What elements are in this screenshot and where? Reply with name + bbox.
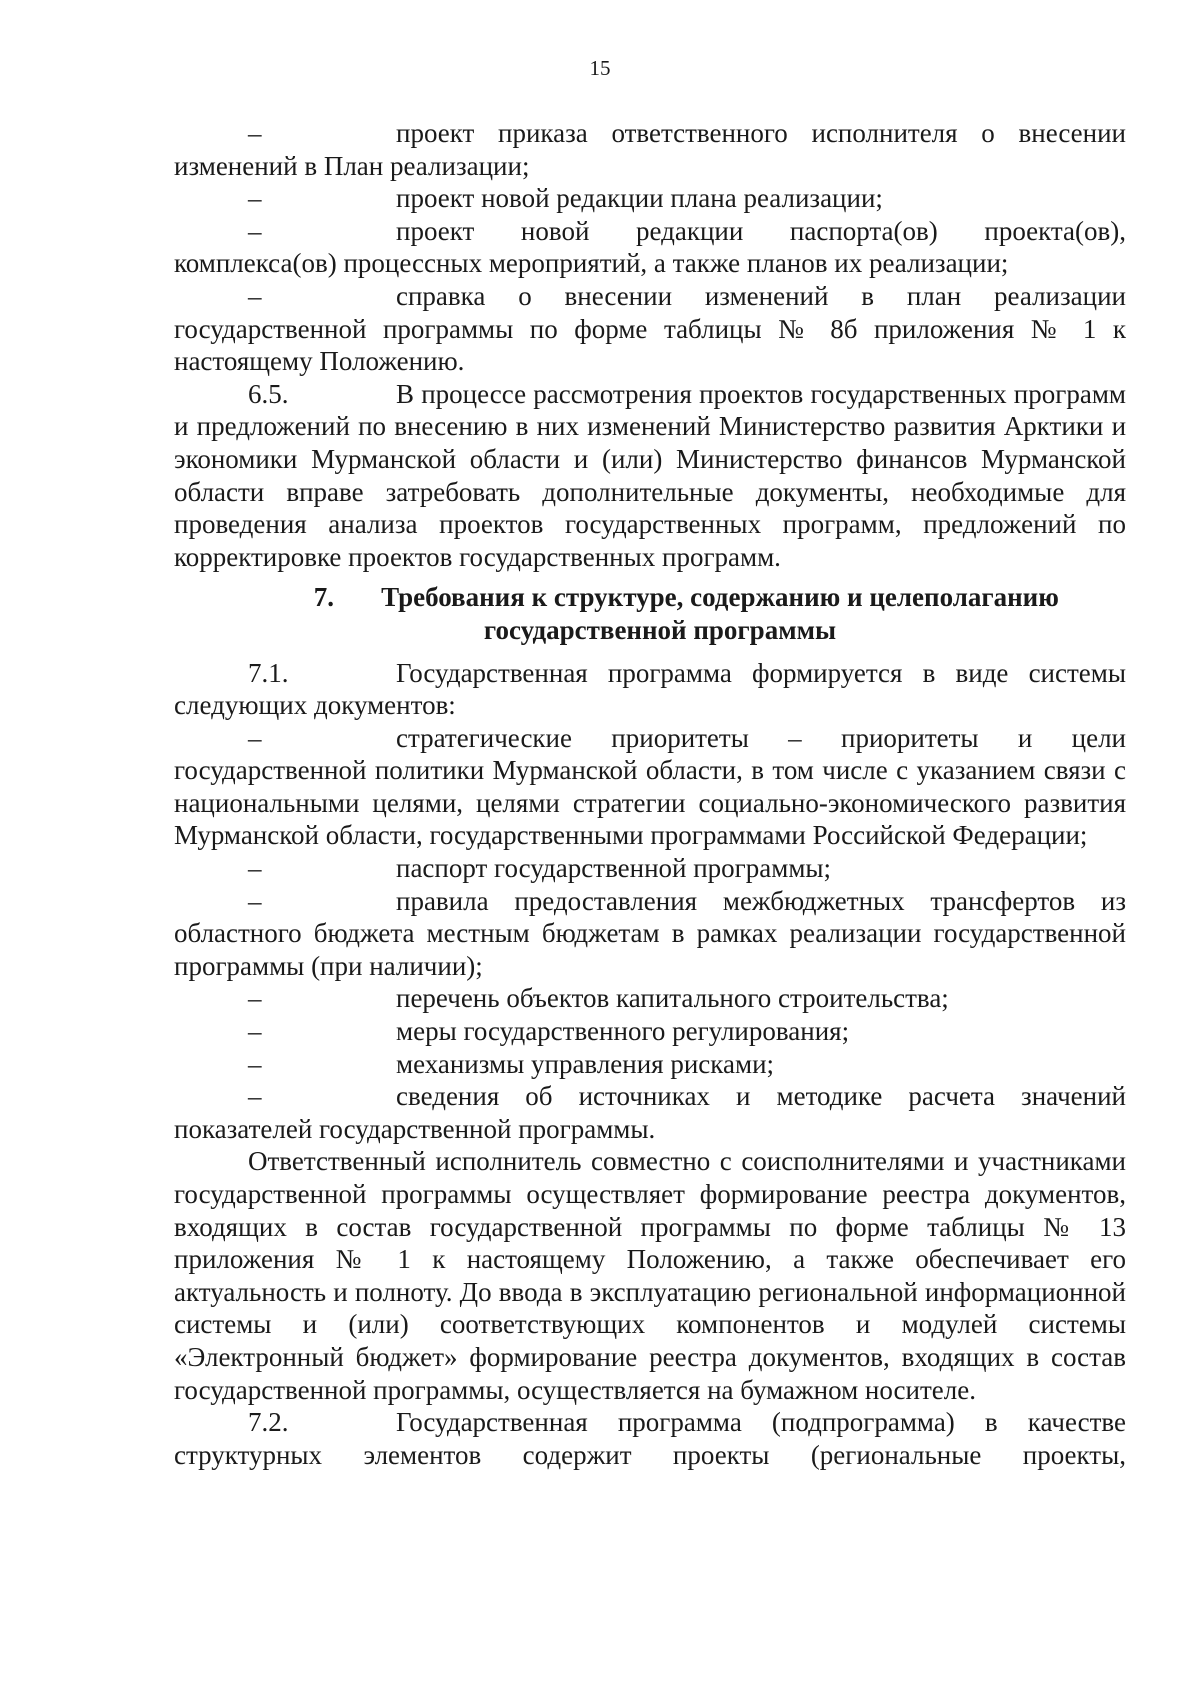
list-item-text-line1: механизмы управления рисками; [396,1048,775,1079]
list-item-text-line1: меры государственного регулирования; [396,1016,850,1047]
list-item-marker: – [248,853,262,884]
page-number: 15 [589,56,611,80]
list-item-text-line1: проект новой редакции паспорта(ов) проекта(ов), комплекса(ов) [174,215,1126,279]
list-item-marker: – [248,280,262,311]
list-item-text-line1: стратегические приоритеты – приоритеты и цели [396,722,1126,753]
list-item-text-line1: проект приказа ответственного исполнителя о внесении [396,118,1126,148]
list-item-text-line1: правила предоставления межбюджетных трансфертов из [396,885,1126,916]
paragraph-text-rest: предложений по внесению в них изменений Министерство развития Арктики и экономики Мурманской области и (или) Министерство финансов Мурманской области вправе затребовать дополнительные документы, необходимые для проведения анализа проектов государственных программ, предложений по корректировке проектов государственных программ. [174,411,1127,572]
list-item [174,852,1126,885]
numbered-paragraph [174,378,1126,574]
list-item-marker: – [248,885,262,916]
paragraph-number: 7.2. [248,1407,289,1438]
section-title-line1: Требования к структуре, содержанию и целеполаганию [381,582,1059,613]
list-item-text-line1: проект новой редакции плана реализации; [396,183,883,214]
list-item [174,722,1126,852]
list-item-marker: – [248,983,262,1014]
paragraph-text-rest: структурных элементов содержит проекты (региональные проекты, [174,1439,1126,1470]
list-item-text-rest: процессных мероприятий, а также планов их реализации; [343,248,1009,279]
list-item-marker: – [248,1081,262,1112]
list-item-marker: – [248,215,262,246]
list-item [174,885,1126,983]
numbered-paragraph [174,657,1126,722]
paragraph-text-rest: участниками государственной программы осуществляет формирование реестра документов, входящих в состав государственной программы по форме таблицы № 13 приложения № 1 к настоящему Положению, а также обеспечивает его актуальность и полноту. До ввода в эксплуатацию региональной информационной системы и (или) соответствующих компонентов и модулей системы «Электронный бюджет» формирование реестра документов, входящих в состав государственной программы, осуществляется на бумажном носителе. [174,1146,1127,1405]
list-item-text-rest: показателей государственной программы. [174,1113,656,1144]
list-item [174,117,1126,182]
list-block-top [174,117,1126,573]
list-item-marker: – [248,183,262,214]
list-item-text-line1: сведения об источниках и методике расчета значений [396,1081,1126,1112]
list-item [174,1048,1126,1081]
list-item-text-rest: государственной политики Мурманской области, в том числе с указанием связи с национальными целями, целями стратегии социально-экономического развития Мурманской области, государственными программами Российской Федерации; [174,755,1126,851]
paragraph-text-line1: Государственная программа (подпрограмма) в качестве [396,1407,1126,1438]
list-item-text-rest: государственной программы по форме таблицы № 8б приложения № 1 к настоящему Положению. [174,313,1126,377]
list-item [174,1015,1126,1048]
list-item-marker: – [248,722,262,753]
list-item [174,280,1126,378]
list-item-marker: – [248,1048,262,1079]
paragraph-text-line1: Государственная программа формируется в виде системы [396,657,1126,688]
list-item [174,982,1126,1015]
list-block-bottom [174,657,1126,1472]
section-title-line2: государственной программы [483,614,837,645]
list-item-text-line1: справка о внесении изменений в план реализации [396,280,1126,311]
list-item [174,1080,1126,1145]
paragraph-text-rest: следующих документов: [174,690,456,721]
list-item-text-line1: паспорт государственной программы; [396,853,832,884]
list-item-text-rest: изменений в План реализации; [174,150,530,181]
document-body [174,117,1126,1471]
list-item-text-rest: областного бюджета местным бюджетам в рамках реализации государственной программы (при наличии); [174,918,1126,981]
list-item-marker: – [248,1016,262,1047]
body-paragraph [174,1145,1126,1406]
numbered-paragraph [174,1406,1126,1471]
paragraph-text-line1: Ответственный исполнитель совместно с соисполнителями и [248,1146,969,1177]
section-heading [174,581,1126,646]
list-item-text-line1: перечень объектов капитального строительства; [396,983,949,1014]
paragraph-number: 6.5. [248,378,289,409]
paragraph-text-line1: В процессе рассмотрения проектов государственных программ и [174,378,1126,442]
section-number: 7. [313,582,334,613]
list-item [174,215,1126,280]
list-item [174,182,1126,215]
paragraph-number: 7.1. [248,657,289,688]
list-item-marker: – [248,118,262,148]
